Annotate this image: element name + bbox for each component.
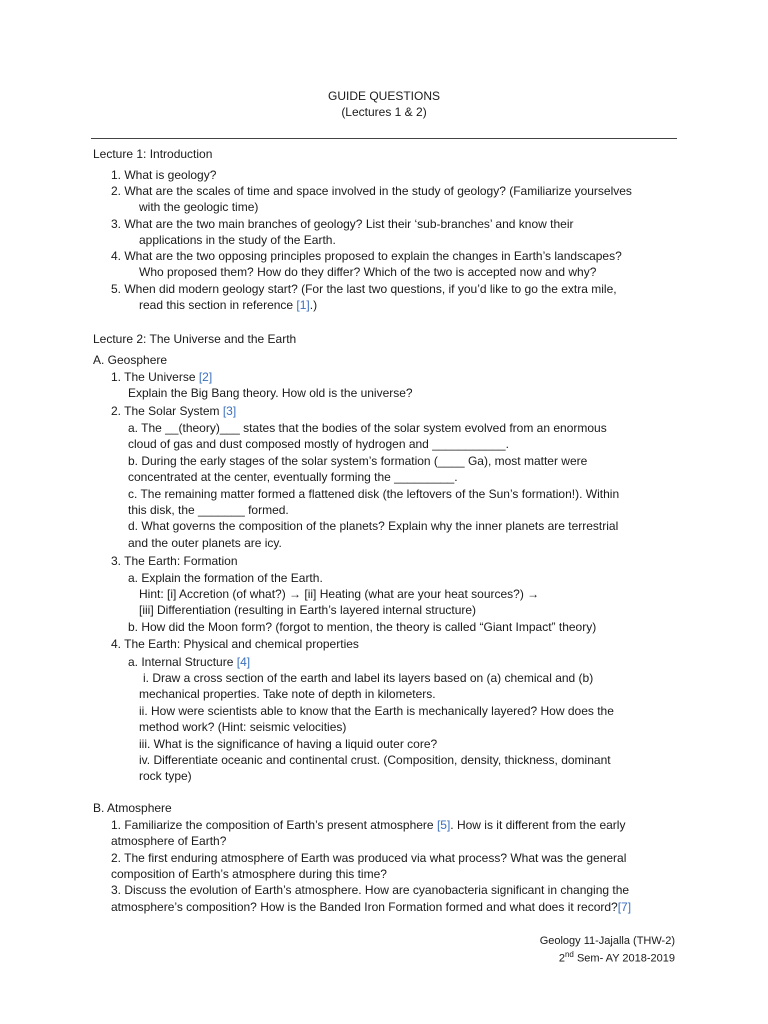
lecture1-q5-line2	[139, 297, 317, 313]
internal-iv-line2: rock type)	[139, 769, 192, 783]
lecture1-q1: 1. What is geology?	[111, 168, 217, 182]
solar-c-line1: c. The remaining matter formed a flattened disk (the leftovers of the Sun’s formation!). Within	[128, 487, 620, 501]
atmosphere-q1-text-end: . How is it different from the early	[450, 818, 626, 832]
atmosphere-q3-text: atmosphere’s composition? How is the Banded Iron Formation formed and what does it record?	[111, 900, 618, 914]
internal-ii-line1: ii. How were scientists able to know that the Earth is mechanically layered? How does the	[139, 704, 614, 718]
reference-link-2[interactable]: [2]	[198, 370, 213, 384]
lecture1-q4-line1: 4. What are the two opposing principles proposed to explain the changes in Earth’s landscapes?	[111, 249, 622, 263]
reference-link-4[interactable]: [4]	[236, 655, 251, 669]
lecture1-q4-line2: Who proposed them? How do they differ? Which of the two is accepted now and why?	[139, 265, 597, 279]
atmosphere-q1-line1	[111, 817, 625, 833]
footer-semester	[559, 950, 675, 965]
atmosphere-q3-line2	[111, 899, 631, 915]
internal-structure-title	[128, 654, 250, 670]
earth-properties-title: 4. The Earth: Physical and chemical properties	[111, 637, 359, 651]
solar-d-line1: d. What governs the composition of the planets? Explain why the inner planets are terrestrial	[128, 519, 619, 533]
atmosphere-q2-line2: composition of Earth’s atmosphere during this time?	[111, 867, 387, 881]
section-b-atmosphere: B. Atmosphere	[93, 801, 172, 815]
internal-i-line2: mechanical properties. Take note of depth in kilometers.	[139, 687, 436, 701]
atmosphere-q3-line1: 3. Discuss the evolution of Earth’s atmosphere. How are cyanobacteria significant in changing the	[111, 883, 630, 897]
lecture1-q5-text: read this section in reference	[139, 298, 297, 312]
lecture1-q5-end: .)	[309, 298, 318, 312]
lecture1-q3-line1: 3. What are the two main branches of geology? List their ‘sub-branches’ and know their	[111, 217, 574, 231]
earth-formation-b: b. How did the Moon form? (forgot to mention, the theory is called “Giant Impact” theory)	[128, 620, 597, 634]
lecture1-q2-line1: 2. What are the scales of time and space involved in the study of geology? (Familiarize yourselves	[111, 184, 632, 198]
solar-system-title	[111, 403, 236, 419]
solar-a-line2: cloud of gas and dust composed mostly of hydrogen and ___________.	[128, 437, 509, 451]
internal-ii-line2: method work? (Hint: seismic velocities)	[139, 720, 347, 734]
lecture1-q3-line2: applications in the study of the Earth.	[139, 233, 336, 247]
universe-title	[111, 369, 212, 385]
section-a-geosphere: A. Geosphere	[93, 353, 168, 367]
reference-link-7[interactable]: [7]	[617, 900, 632, 914]
lecture1-heading: Lecture 1: Introduction	[93, 147, 213, 161]
solar-b-line2: concentrated at the center, eventually forming the _________.	[128, 470, 458, 484]
lecture1-q5-line1: 5. When did modern geology start? (For the last two questions, if you’d like to go the extra mile,	[111, 282, 617, 296]
internal-iii: iii. What is the significance of having a liquid outer core?	[139, 737, 438, 751]
lecture1-q2-line2: with the geologic time)	[139, 200, 259, 214]
atmosphere-q1-line2: atmosphere of Earth?	[111, 834, 227, 848]
earth-formation-a: a. Explain the formation of the Earth.	[128, 571, 323, 585]
atmosphere-q2-line1: 2. The first enduring atmosphere of Earth was produced via what process? What was the general	[111, 851, 627, 865]
reference-link-3[interactable]: [3]	[222, 404, 237, 418]
internal-structure-text: a. Internal Structure	[128, 655, 237, 669]
solar-a-line1: a. The __(theory)___ states that the bodies of the solar system evolved from an enormous	[128, 421, 607, 435]
reference-link-5[interactable]: [5]	[436, 818, 451, 832]
page-title: GUIDE QUESTIONS	[327, 89, 440, 103]
lecture2-heading: Lecture 2: The Universe and the Earth	[93, 332, 297, 346]
footer-semester-number: 2	[558, 952, 565, 965]
footer-course: Geology 11-Jajalla (THW-2)	[539, 935, 675, 947]
footer-semester-text: Sem- AY 2018-2019	[573, 952, 675, 965]
solar-b-line1: b. During the early stages of the solar system’s formation (____ Ga), most matter were	[128, 454, 588, 468]
universe-title-text: 1. The Universe	[111, 370, 199, 384]
header-divider	[91, 138, 677, 139]
page-subtitle: (Lectures 1 & 2)	[341, 105, 427, 119]
solar-system-title-text: 2. The Solar System	[111, 404, 223, 418]
internal-iv-line1: iv. Differentiate oceanic and continental crust. (Composition, density, thickness, dominant	[139, 753, 611, 767]
earth-formation-hint-line1: Hint: [i] Accretion (of what?) → [ii] Heating (what are your heat sources?) →	[139, 587, 540, 601]
internal-i-line1: i. Draw a cross section of the earth and label its layers based on (a) chemical and (b)	[143, 671, 594, 685]
earth-formation-hint-line2: [iii] Differentiation (resulting in Earth’s layered internal structure)	[139, 603, 477, 617]
atmosphere-q1-text: 1. Familiarize the composition of Earth’s present atmosphere	[111, 818, 437, 832]
solar-d-line2: and the outer planets are icy.	[128, 536, 282, 550]
reference-link-1[interactable]: [1]	[296, 298, 310, 312]
earth-formation-title: 3. The Earth: Formation	[111, 554, 238, 568]
universe-question: Explain the Big Bang theory. How old is the universe?	[128, 386, 413, 400]
solar-c-line2: this disk, the _______ formed.	[128, 503, 289, 517]
footer-semester-suffix: nd	[564, 950, 574, 959]
